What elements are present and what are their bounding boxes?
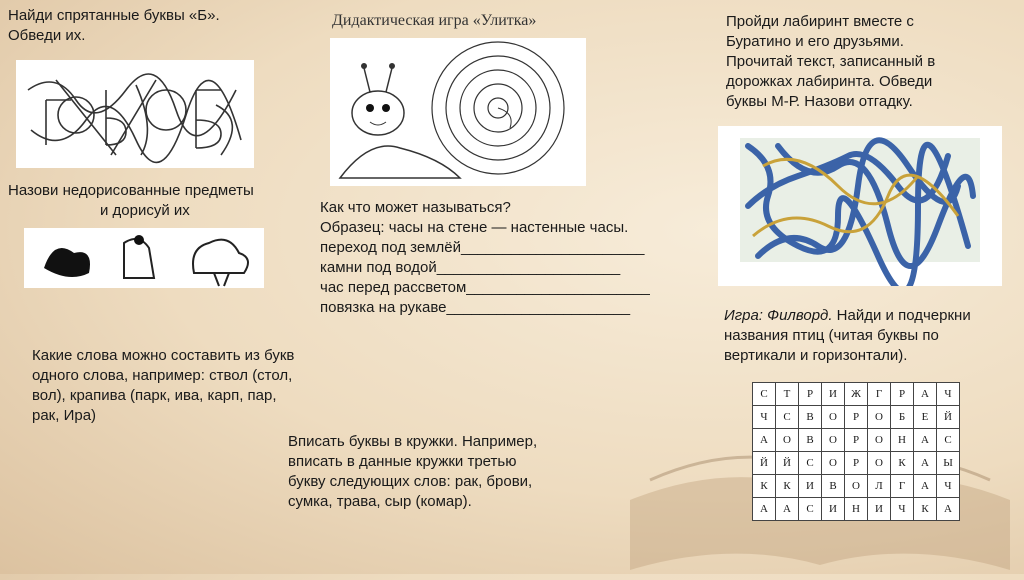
filword-cell[interactable]: И [868, 498, 891, 521]
filword-cell[interactable]: Н [891, 429, 914, 452]
naming-item: переход под землёй______________________ [320, 239, 645, 256]
filword-cell[interactable]: Ж [845, 383, 868, 406]
hidden-letters-line1: Найди спрятанные буквы «Б». [8, 7, 220, 24]
circles-text [288, 432, 537, 512]
filword-cell[interactable]: С [799, 452, 822, 475]
filword-cell[interactable]: Ч [937, 383, 960, 406]
filword-cell[interactable]: Р [845, 406, 868, 429]
filword-cell[interactable]: К [891, 452, 914, 475]
maze-line: дорожках лабиринта. Обведи [726, 73, 933, 90]
filword-cell[interactable]: Ч [937, 475, 960, 498]
filword-cell[interactable]: О [868, 406, 891, 429]
filword-cell[interactable]: А [776, 498, 799, 521]
filword-grid [752, 382, 960, 521]
filword-cell[interactable]: Ч [891, 498, 914, 521]
circles-line: сумка, трава, сыр (комар). [288, 493, 472, 510]
naming-item: повязка на рукаве______________________ [320, 299, 631, 316]
filword-cell[interactable]: С [799, 498, 822, 521]
naming-example: Образец: часы на стене — настенные часы. [320, 219, 629, 236]
maze-line: Буратино и его друзьями. [726, 33, 904, 50]
hidden-letters-line2: Обведи их. [8, 27, 86, 44]
compose-text [32, 346, 294, 426]
hidden-letters-figure [16, 60, 254, 168]
unfinished-drawings [24, 228, 264, 288]
filword-cell[interactable]: А [914, 452, 937, 475]
circles-line: вписать в данные кружки третью [288, 453, 517, 470]
filword-cell[interactable]: В [799, 429, 822, 452]
filword-cell[interactable]: Р [891, 383, 914, 406]
filword-cell[interactable]: Р [845, 452, 868, 475]
filword-cell[interactable]: Ч [753, 406, 776, 429]
filword-cell[interactable]: О [776, 429, 799, 452]
filword-cell[interactable]: К [753, 475, 776, 498]
filword-text2: названия птиц (читая буквы по [724, 327, 939, 344]
filword-cell[interactable]: И [822, 498, 845, 521]
maze-line: Прочитай текст, записанный в [726, 53, 936, 70]
filword-cell[interactable]: И [799, 475, 822, 498]
filword-cell[interactable]: Г [868, 383, 891, 406]
filword-cell[interactable]: Р [799, 383, 822, 406]
unfinished-line2: и дорисуй их [100, 202, 190, 219]
unfinished-line1: Назови недорисованные предметы [8, 182, 254, 199]
filword-cell[interactable]: Е [914, 406, 937, 429]
filword-cell[interactable]: А [753, 429, 776, 452]
filword-cell[interactable]: Б [891, 406, 914, 429]
filword-cell[interactable]: О [822, 452, 845, 475]
naming-text [320, 198, 650, 318]
filword-cell[interactable]: Н [845, 498, 868, 521]
filword-row [753, 452, 960, 475]
filword-row [753, 498, 960, 521]
filword-title: Игра: Филворд. [724, 307, 833, 324]
filword-cell[interactable]: Й [776, 452, 799, 475]
compose-line: Какие слова можно составить из букв [32, 347, 295, 364]
filword-row [753, 429, 960, 452]
unfinished-text [8, 181, 254, 221]
filword-cell[interactable]: К [914, 498, 937, 521]
filword-cell[interactable]: Т [776, 383, 799, 406]
maze-text [726, 12, 935, 112]
compose-line: одного слова, например: ствол (стол, [32, 367, 293, 384]
filword-cell[interactable]: О [868, 429, 891, 452]
filword-text [724, 306, 971, 366]
filword-cell[interactable]: В [799, 406, 822, 429]
circles-line: Вписать буквы в кружки. Например, [288, 433, 538, 450]
filword-cell[interactable]: О [868, 452, 891, 475]
filword-text1: Найди и подчеркни [832, 307, 971, 324]
maze-line: Пройди лабиринт вместе с [726, 13, 914, 30]
filword-cell[interactable]: С [937, 429, 960, 452]
filword-cell[interactable]: А [753, 498, 776, 521]
filword-cell[interactable]: О [822, 406, 845, 429]
filword-cell[interactable]: А [914, 429, 937, 452]
naming-question: Как что может называться? [320, 199, 511, 216]
filword-cell[interactable]: Л [868, 475, 891, 498]
filword-cell[interactable]: И [822, 383, 845, 406]
filword-text3: вертикали и горизонтали). [724, 347, 908, 364]
naming-item: час перед рассветом______________________ [320, 279, 650, 296]
filword-row [753, 475, 960, 498]
filword-cell[interactable]: С [753, 383, 776, 406]
filword-cell[interactable]: Й [937, 406, 960, 429]
filword-cell[interactable]: Г [891, 475, 914, 498]
filword-cell[interactable]: О [822, 429, 845, 452]
filword-cell[interactable]: А [937, 498, 960, 521]
filword-row [753, 406, 960, 429]
maze-line: буквы М-Р. Назови отгадку. [726, 93, 913, 110]
filword-cell[interactable]: Ы [937, 452, 960, 475]
filword-cell[interactable]: Й [753, 452, 776, 475]
filword-cell[interactable]: К [776, 475, 799, 498]
filword-cell[interactable]: С [776, 406, 799, 429]
filword-cell[interactable]: Р [845, 429, 868, 452]
hidden-letters-text [8, 6, 220, 46]
naming-item: камни под водой______________________ [320, 259, 621, 276]
filword-cell[interactable]: А [914, 383, 937, 406]
circles-line: букву следующих слов: рак, брови, [288, 473, 533, 490]
filword-cell[interactable]: А [914, 475, 937, 498]
filword-cell[interactable]: В [822, 475, 845, 498]
compose-line: вол), крапива (парк, ива, карп, пар, [32, 387, 277, 404]
compose-line: рак, Ира) [32, 407, 97, 424]
maze-figure [718, 126, 1002, 286]
filword-cell[interactable]: О [845, 475, 868, 498]
filword-row [753, 383, 960, 406]
snail-title: Дидактическая игра «Улитка» [332, 12, 537, 29]
snail-figure [330, 38, 586, 186]
